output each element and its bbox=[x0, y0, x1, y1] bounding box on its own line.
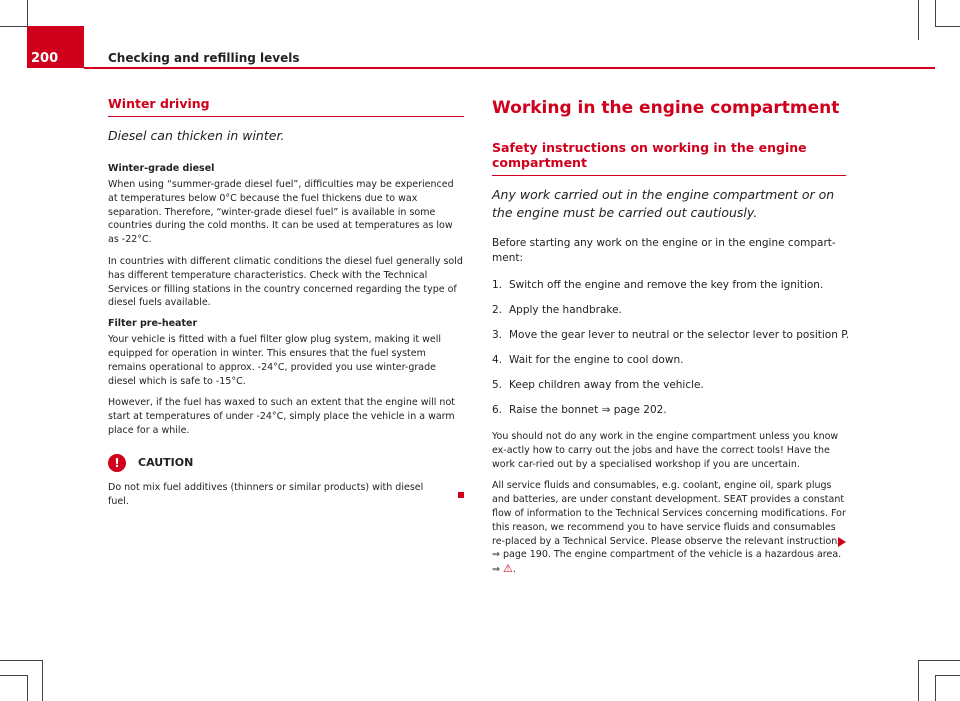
list-item: 4. Wait for the engine to cool down. bbox=[492, 354, 684, 366]
engine-compartment-intro: Any work carried out in the engine compartment or on the engine must be carried out cautiously. bbox=[492, 187, 835, 220]
safety-instructions-heading: Safety instructions on working in the engine compartment bbox=[492, 140, 846, 176]
engine-compartment-title: Working in the engine compartment bbox=[492, 98, 840, 118]
exclamation-icon: ! bbox=[108, 454, 126, 472]
filter-preheater-subheading: Filter pre-heater bbox=[108, 318, 198, 330]
caution-label: CAUTION bbox=[138, 456, 194, 470]
caution-header bbox=[108, 454, 464, 472]
list-item[interactable]: 6. Raise the bonnet ⇒ page 202. bbox=[492, 404, 667, 416]
paragraph: All service fluids and consumables, e.g. coolant, engine oil, spark plugs and batteries, are under constant development. SEAT provides a constant flow of information to the Technical Services concerning modifications. For this reason, we recommend you to have service fluids and consumables re-placed by a Technical Service. Please observe the relevant instructions ⇒ page 190. The engine compartment of the vehicle is a hazardous area. ⇒ ⚠. bbox=[492, 480, 846, 576]
paragraph: However, if the fuel has waxed to such an extent that the engine will not start at temperatures of under -24°C, simply place the vehicle in a warm place for a while. bbox=[108, 397, 455, 436]
winter-driving-heading: Winter driving bbox=[108, 96, 464, 117]
crop-mark bbox=[935, 675, 960, 676]
steps-lead: Before starting any work on the engine or in the engine compart-ment: bbox=[492, 237, 836, 264]
winter-grade-diesel-subheading: Winter-grade diesel bbox=[108, 163, 215, 174]
crop-mark bbox=[27, 0, 28, 26]
crop-mark bbox=[918, 660, 960, 661]
list-item: 2. Apply the handbrake. bbox=[492, 304, 622, 316]
crop-mark bbox=[935, 675, 936, 701]
right-column bbox=[492, 98, 850, 585]
header-tab-top bbox=[27, 26, 84, 50]
crop-mark bbox=[42, 660, 43, 701]
crop-mark bbox=[0, 675, 27, 676]
steps-list bbox=[492, 278, 850, 418]
caution-text-row bbox=[108, 481, 464, 509]
crop-mark bbox=[918, 660, 919, 701]
paragraph: You should not do any work in the engine compartment unless you know ex-actly how to carry out the jobs and have the correct tools! Have the work car-ried out by a specialised workshop if you are uncertain. bbox=[492, 431, 839, 470]
continue-arrow-icon bbox=[838, 537, 846, 547]
paragraph: In countries with different climatic conditions the diesel fuel generally sold has different temperature characteristics. Check with the Technical Services or filling stations in the country concerned regarding the type of diesel fuels available. bbox=[108, 255, 463, 309]
page-number: 200 bbox=[27, 50, 84, 68]
section-title: Checking and refilling levels bbox=[108, 51, 300, 65]
left-column bbox=[108, 96, 464, 516]
crop-mark bbox=[935, 0, 936, 26]
caution-text: Do not mix fuel additives (thinners or similar products) with diesel fuel. bbox=[108, 481, 424, 507]
crop-mark bbox=[918, 0, 919, 40]
end-of-section-icon bbox=[458, 492, 464, 498]
warning-link[interactable]: ⇒ bbox=[492, 564, 500, 576]
list-item: 3. Move the gear lever to neutral or the selector lever to position P. bbox=[492, 329, 850, 341]
list-item: 5. Keep children away from the vehicle. bbox=[492, 379, 704, 391]
crop-mark bbox=[935, 26, 960, 27]
crop-mark bbox=[27, 675, 28, 701]
header-rule bbox=[84, 67, 935, 69]
list-item: 1. Switch off the engine and remove the key from the ignition. bbox=[492, 279, 824, 291]
crop-mark bbox=[0, 660, 42, 661]
warning-triangle-icon[interactable]: ⚠ bbox=[503, 562, 513, 576]
crop-mark bbox=[0, 26, 27, 27]
paragraph: Your vehicle is fitted with a fuel filter glow plug system, making it well equipped for operation in winter. This ensures that the fuel system remains operational to approx. -24°C, provided you use winter-grade diesel which is safe to -15°C. bbox=[108, 334, 442, 387]
paragraph: When using “summer-grade diesel fuel”, difficulties may be experienced at temperatures below 0°C because the fuel thickens due to wax separation. Therefore, “winter-grade diesel fuel” is available in some countries during the cold months. It can be used at temperatures as low as -22°C. bbox=[108, 179, 454, 246]
winter-driving-intro: Diesel can thicken in winter. bbox=[108, 128, 285, 143]
